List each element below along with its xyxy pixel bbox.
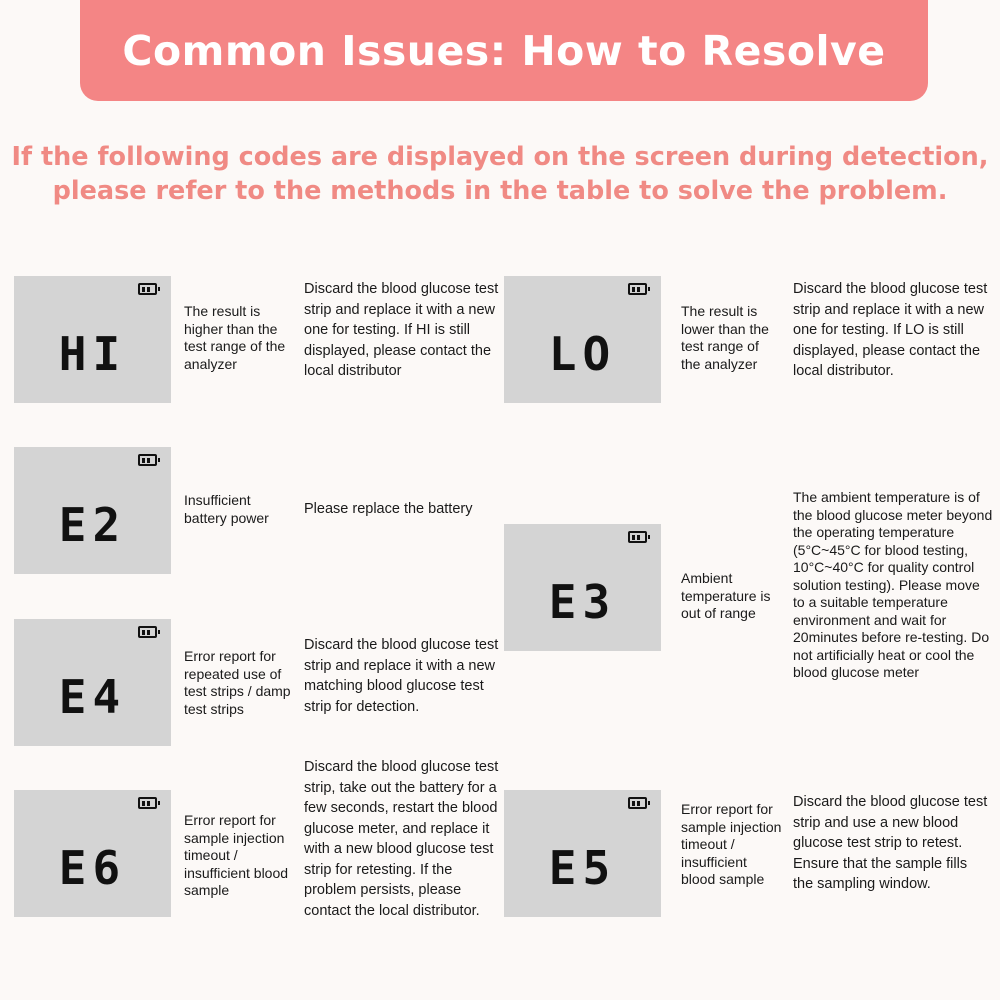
issue-solution: Discard the blood glucose test strip and use a new blood glucose test strip to retest. Ensure that the sample fills the sampling window. [793, 794, 988, 892]
error-code: E2 [58, 498, 127, 552]
issue-description: Insufficient battery power [184, 492, 269, 526]
battery-icon [628, 531, 647, 543]
issue-solution: The ambient temperature is of the blood glucose meter beyond the operating temperature (5°C~45°C for blood testing, 10°C~40°C for quality control solution testing). Please move to a suitable temperature environment and wait for 20minutes before re-testing. Do not artificially heat or cool the blood glucose meter [793, 489, 993, 680]
error-code: E5 [548, 841, 617, 895]
issue-solution: Discard the blood glucose test strip and replace it with a new one for testing. If LO is still displayed, please contact the local distributor. [793, 281, 988, 379]
battery-icon [138, 454, 157, 466]
battery-icon [628, 797, 647, 809]
error-code: LO [548, 327, 617, 381]
issue-description: Error report for sample injection timeout / insufficient blood sample [184, 812, 289, 898]
issue-description: Ambient temperature is out of range [681, 570, 771, 621]
lcd-display-hi [14, 276, 171, 403]
title-banner [80, 0, 928, 101]
issue-solution: Discard the blood glucose test strip and replace it with a new one for testing. If HI is still displayed, please contact the local distributor [304, 281, 499, 379]
lcd-display-e6 [14, 790, 171, 917]
battery-icon [628, 283, 647, 295]
lcd-display-e2 [14, 447, 171, 574]
issue-description: The result is higher than the test range of the analyzer [184, 303, 286, 372]
error-code: E4 [58, 670, 127, 724]
subtitle-line-2: please refer to the methods in the table to solve the problem. [52, 176, 948, 206]
battery-icon [138, 797, 157, 809]
lcd-display-e3 [504, 524, 661, 651]
issue-solution: Discard the blood glucose test strip, take out the battery for a few seconds, restart the blood glucose meter, and replace it with a new blood glucose test strip for retesting. If the problem persists, please contact the local distributor. [304, 759, 499, 919]
issue-solution: Discard the blood glucose test strip and replace it with a new matching blood glucose test strip for detection. [304, 637, 499, 715]
error-code: E3 [548, 575, 617, 629]
lcd-display-lo [504, 276, 661, 403]
error-code: HI [58, 327, 127, 381]
page-title: Common Issues: How to Resolve [122, 26, 886, 75]
issue-solution: Please replace the battery [304, 501, 473, 517]
subtitle-line-1: If the following codes are displayed on the screen during detection, [11, 142, 989, 172]
error-code: E6 [58, 841, 127, 895]
lcd-display-e5 [504, 790, 661, 917]
page-subtitle [0, 140, 1000, 208]
issue-description: Error report for sample injection timeout / insufficient blood sample [681, 801, 782, 887]
issue-description: The result is lower than the test range of the analyzer [681, 303, 769, 372]
battery-icon [138, 283, 157, 295]
issue-description: Error report for repeated use of test strips / damp test strips [184, 648, 291, 717]
battery-icon [138, 626, 157, 638]
lcd-display-e4 [14, 619, 171, 746]
